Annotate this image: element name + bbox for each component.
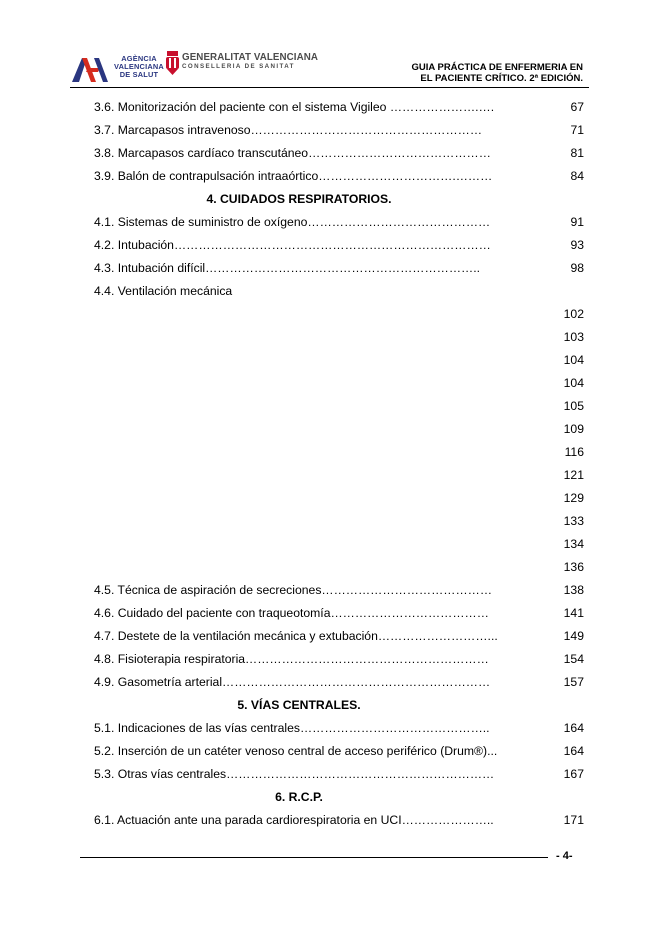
toc-entry: [94, 326, 584, 349]
toc-page-number: 164: [563, 721, 584, 735]
toc-heading-text: 4. CUIDADOS RESPIRATORIOS.: [206, 192, 392, 206]
toc-page-number: 116: [564, 445, 584, 459]
toc-entry: [94, 464, 584, 487]
agencia-valenciana-salut-logo-icon: [70, 54, 110, 84]
toc-page-number: 71: [570, 123, 584, 137]
toc-page-number: 157: [563, 675, 584, 689]
toc-entry: [94, 119, 584, 142]
toc-page-number: 81: [570, 146, 584, 160]
toc-page-number: 91: [570, 215, 584, 229]
toc-page-number: 134: [563, 537, 584, 551]
toc-page-number: 109: [563, 422, 584, 436]
toc-entry: [94, 280, 584, 303]
toc-entry-label: 5.1. Indicaciones de las vías centrales………………………………………..: [94, 721, 490, 735]
table-of-contents: [94, 96, 584, 832]
toc-page-number: 138: [563, 583, 584, 597]
toc-heading-text: 5. VÍAS CENTRALES.: [237, 698, 361, 712]
toc-page-number: 98: [570, 261, 584, 275]
toc-entry-label: 5.2. Inserción de un catéter venoso central de acceso periférico (Drum®)...: [94, 744, 498, 758]
document-title: GUIA PRÁCTICA DE ENFERMERIA EN EL PACIENTE CRÍTICO. 2ª EDICIÓN.: [411, 62, 583, 84]
toc-entry-label: 4.2. Intubación……………………………………………………………………: [94, 238, 491, 252]
toc-page-number: 104: [563, 353, 584, 367]
toc-section-heading: [94, 786, 584, 809]
toc-section-heading: [94, 694, 584, 717]
toc-entry-label: 4.3. Intubación difícil…………………………………………………………..: [94, 261, 481, 275]
toc-entry: [94, 349, 584, 372]
toc-entry: [94, 740, 584, 763]
toc-entry: [94, 165, 584, 188]
toc-page-number: 154: [563, 652, 584, 666]
toc-entry: [94, 96, 584, 119]
toc-entry-label: 5.3. Otras vías centrales…………………………………………………………: [94, 767, 495, 781]
toc-page-number: 133: [563, 514, 584, 528]
toc-entry: [94, 717, 584, 740]
generalitat-valenciana-emblem-icon: [166, 50, 179, 76]
toc-page-number: 136: [563, 560, 584, 574]
toc-entry-label: 6.1. Actuación ante una parada cardiorespiratoria en UCI…………………..: [94, 813, 494, 827]
toc-entry: [94, 257, 584, 280]
footer-divider: [80, 857, 548, 858]
toc-entry-label: 4.6. Cuidado del paciente con traqueotomía…………………………………: [94, 606, 489, 620]
toc-entry: [94, 556, 584, 579]
toc-page-number: 129: [563, 491, 584, 505]
toc-page-number: 105: [563, 399, 584, 413]
toc-entry: [94, 142, 584, 165]
toc-page-number: 164: [563, 744, 584, 758]
toc-page-number: 104: [563, 376, 584, 390]
toc-entry: [94, 648, 584, 671]
toc-entry-label: 4.1. Sistemas de suministro de oxígeno………………………………………: [94, 215, 491, 229]
toc-entry: [94, 579, 584, 602]
toc-entry-label: 3.7. Marcapasos intravenoso…………………………………………………: [94, 123, 483, 137]
toc-entry-label: 4.8. Fisioterapia respiratoria……………………………………………………: [94, 652, 489, 666]
toc-entry: [94, 809, 584, 832]
toc-entry: [94, 234, 584, 257]
toc-page-number: 141: [563, 606, 584, 620]
toc-entry: [94, 418, 584, 441]
toc-page-number: 93: [570, 238, 584, 252]
agencia-valenciana-salut-logo-text: AGÈNCIA VALENCIANA DE SALUT: [114, 54, 164, 79]
toc-entry: [94, 211, 584, 234]
generalitat-valenciana-logo-text: GENERALITAT VALENCIANA CONSELLERIA DE SANITAT: [182, 51, 319, 70]
toc-entry-label: 4.7. Destete de la ventilación mecánica y extubación………………………...: [94, 629, 498, 643]
toc-entry: [94, 487, 584, 510]
toc-page-number: 171: [563, 813, 584, 827]
toc-entry-label: 4.5. Técnica de aspiración de secreciones……………………………………: [94, 583, 493, 597]
toc-page-number: 84: [570, 169, 584, 183]
page-header: [70, 46, 586, 86]
toc-entry: [94, 510, 584, 533]
toc-page-number: 149: [563, 629, 584, 643]
toc-page-number: 121: [563, 468, 584, 482]
toc-page-number: 167: [563, 767, 584, 781]
header-divider: [70, 87, 589, 88]
toc-entry-label: 3.6. Monitorización del paciente con el sistema Vigileo ………………….….: [94, 100, 495, 114]
toc-entry: [94, 395, 584, 418]
toc-entry-label: 4.4. Ventilación mecánica: [94, 284, 233, 298]
toc-entry: [94, 602, 584, 625]
toc-entry: [94, 763, 584, 786]
toc-entry: [94, 303, 584, 326]
toc-page-number: 103: [563, 330, 584, 344]
toc-page-number: 67: [570, 100, 584, 114]
toc-section-heading: [94, 188, 584, 211]
toc-entry: [94, 372, 584, 395]
toc-entry-label: 4.9. Gasometría arterial…………………………………………………………: [94, 675, 491, 689]
toc-entry-label: 3.8. Marcapasos cardíaco transcutáneo………………………………………: [94, 146, 491, 160]
toc-entry: [94, 533, 584, 556]
toc-entry: [94, 671, 584, 694]
toc-entry-label: 3.9. Balón de contrapulsación intraaórtico…………………………….………: [94, 169, 493, 183]
toc-heading-text: 6. R.C.P.: [275, 790, 323, 804]
page-number: - 4-: [556, 850, 573, 862]
toc-entry: [94, 625, 584, 648]
toc-entry: [94, 441, 584, 464]
toc-page-number: 102: [563, 307, 584, 321]
